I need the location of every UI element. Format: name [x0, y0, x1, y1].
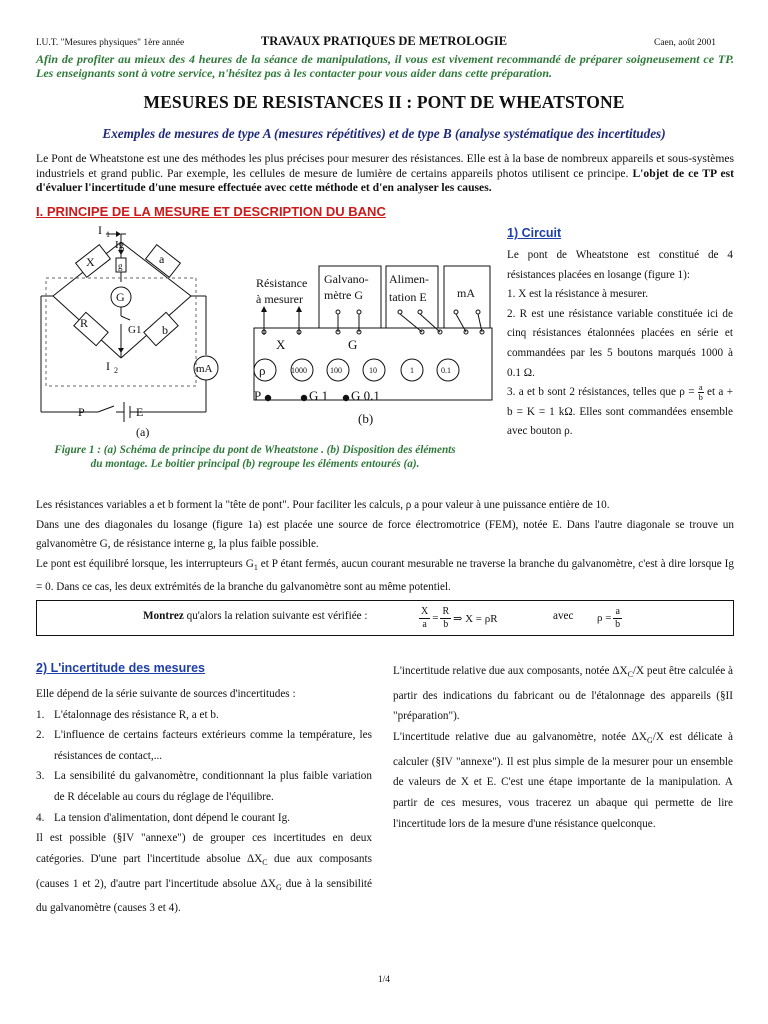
label-Ig: Ig — [115, 239, 125, 251]
list-item — [36, 725, 372, 766]
frac-rho — [613, 606, 621, 631]
intro-paragraph-objective: L'objet de ce TP est d'évaluer l'incertitude d'une mesure effectuée avec cette méthode et d'en analyser les causes. — [36, 166, 734, 194]
frac-a: a — [422, 618, 427, 630]
frac-r-b — [440, 606, 451, 631]
uncertainty-relative — [393, 661, 733, 834]
equals-sign: = — [432, 612, 439, 624]
paragraph-equilibre-a: Le pont est équilibré lorsque, les interrupteurs G — [36, 557, 254, 570]
label-alimen: Alimen- — [389, 272, 429, 286]
circuit-item-1: 1. X est la résistance à mesurer. — [507, 288, 649, 301]
list-item-text: L'influence de certains facteurs extérieurs comme la température, les résistances de contact,... — [54, 729, 372, 762]
rho-frac-num: a — [698, 382, 703, 393]
intro-paragraph — [36, 152, 734, 196]
section-1-heading: I. PRINCIPE DE LA MESURE ET DESCRIPTION DU BANC — [36, 204, 386, 219]
label-a: a — [159, 252, 165, 266]
circuit-item-2: 2. R est une résistance variable constituée ici de cinq résistances étalonnées placées en série et commandées par les 5 boutons marqués 1000 à 0.1 Ω. — [507, 307, 733, 379]
list-item-text: La tension d'alimentation, dont dépend le courant Ig. — [54, 811, 290, 824]
rho-eq: ρ = — [597, 612, 612, 624]
rel-comp-b: /X peut être calculée à partir des indications du fabricant ou de l'étalonnage des appareils (§II "préparation"). — [393, 665, 733, 723]
knob-rho: ρ — [259, 363, 266, 378]
page-title: MESURES DE RESISTANCES II : PONT DE WHEATSTONE — [143, 92, 625, 112]
page-number: 1/4 — [377, 975, 391, 985]
list-item — [36, 705, 372, 726]
diagram-b — [254, 266, 492, 426]
relation-rho — [597, 603, 624, 633]
cat-sub-c: C — [262, 857, 268, 867]
frac-rho-den: b — [615, 618, 621, 630]
relation-box — [36, 600, 734, 636]
label-I1: I — [98, 223, 102, 237]
relation-equation — [417, 603, 498, 633]
label-a-caption: (a) — [136, 425, 150, 439]
label-G1: G1 — [128, 324, 142, 336]
label-G1-b: G 1 — [309, 388, 329, 403]
label-mA-a: mA — [196, 363, 213, 375]
cat-b: due aux composants (causes 1 et 2), d'autre part l'incertitude absolue ΔX — [36, 852, 372, 890]
circuit-description — [507, 246, 733, 442]
paragraph-diagonales: Dans une des diagonales du losange (figure 1a) est placée une source de force électromotrice (FEM), notée E. Dans l'autre diagonale se trouve un galvanomètre G, de résistance interne g, la plus faible possible. — [36, 518, 734, 551]
relative-galvanometer — [393, 727, 733, 834]
relation-avec: avec — [553, 610, 574, 622]
label-b: b — [162, 323, 168, 337]
relation-text: qu'alors la relation suivante est vérifiée : — [183, 610, 368, 622]
circuit-item-3-a: 3. a et b sont 2 résistances, telles que ρ = — [507, 386, 695, 399]
circuit-item-3-b: et a + b = K = 1 kΩ. Elles sont commandées ensemble avec bouton ρ. — [507, 386, 734, 438]
paragraph-equilibre — [36, 555, 734, 597]
list-item-text: La sensibilité du galvanomètre, conditionnant la plus faible variation de R décelable au cours du réglage de l'équilibre. — [54, 770, 372, 803]
rel-galva-b: /X est délicate à calculer (§IV "annexe"). Il est plus simple de la mesurer pour un ensemble de valeurs de X et E. C'est une étape importante de la manipulation. A partir de ces mesures, vous tracerez un abaque qui permette de lire l'incertitude lors de la mesure d'une résistance quelconque. — [393, 731, 733, 830]
section-2-heading: 2) L'incertitude des mesures — [36, 661, 206, 675]
label-a-mesurer: à mesurer — [256, 292, 303, 306]
label-X: X — [86, 255, 95, 269]
figure-1 — [36, 220, 496, 445]
list-item — [36, 808, 372, 829]
cat-c: due à la sensibilité du galvanomètre (causes 3 et 4). — [36, 877, 373, 915]
label-b-caption: (b) — [358, 411, 374, 426]
label-G: G — [116, 290, 125, 304]
knob-0-1: 0.1 — [441, 366, 451, 375]
frac-r: R — [442, 605, 450, 617]
circuit-item-3 — [507, 383, 733, 442]
knob-1000: 1000 — [291, 366, 307, 375]
label-G01-b: G 0.1 — [351, 388, 380, 403]
label-R: R — [80, 316, 89, 330]
label-g: g — [118, 261, 123, 271]
uncertainty-sources — [36, 684, 372, 919]
intro-note: Afin de profiter au mieux des 4 heures de la séance de manipulations, il vous est vivement recommandé de préparer soigneusement ce TP. Les enseignants sont à votre service, n'hésitez pas à les contacter pour vous aider dans cette préparation. — [36, 52, 734, 80]
label-I2: I — [106, 359, 110, 373]
rel-comp-a: L'incertitude relative due aux composants, notée ΔX — [393, 665, 628, 677]
label-E: E — [136, 405, 144, 419]
circuit-heading: 1) Circuit — [507, 226, 562, 240]
header-course: I.U.T. "Mesures physiques" 1ère année — [36, 38, 185, 48]
rel-galva-sub: G — [646, 736, 653, 746]
frac-x-a — [419, 606, 430, 631]
label-G-b: G — [348, 337, 358, 352]
uncertainty-intro: Elle dépend de la série suivante de sources d'incertitudes : — [36, 688, 296, 700]
frac-b: b — [443, 618, 449, 630]
paragraph-equilibre-b: et P étant fermés, aucun courant mesurable ne traverse la branche du galvanomètre, c'est à dire lorsque Ig = 0. Dans ce cas, les deux extrémités de la branche du galvanomètre sont au même potentiel. — [36, 557, 735, 593]
list-item-num: 2. — [36, 729, 45, 742]
cat-a: Il est possible (§IV "annexe") de grouper ces incertitudes en deux catégories. D'une part l'incertitude absolue ΔX — [36, 832, 372, 865]
knob-1: 1 — [410, 366, 414, 375]
label-P-b: P — [254, 388, 262, 403]
implies-text: ⇒ X = ρR — [453, 612, 498, 625]
list-item-num: 4. — [36, 811, 45, 824]
rel-galva-a: L'incertitude relative due au galvanomètre, notée ΔX — [393, 731, 647, 744]
figure-caption: Figure 1 : (a) Schéma de principe du pont de Wheatstone . (b) Disposition des éléments du montage. Le boitier principal (b) regroupe les éléments entourés (a). — [54, 444, 456, 470]
label-X-b: X — [276, 337, 286, 352]
circuit-intro: Le pont de Wheatstone est constitué de 4 résistances placées en losange (figure 1): — [507, 249, 733, 281]
header-date: Caen, août 2001 — [653, 38, 716, 48]
list-item — [36, 766, 372, 807]
label-metre-g: mètre G — [324, 288, 363, 302]
frac-rho-num: a — [615, 605, 620, 617]
paragraph-equilibre-sub: 1 — [253, 563, 258, 573]
frac-x: X — [421, 605, 429, 617]
label-resistance: Résistance — [256, 276, 308, 290]
rho-fraction — [698, 383, 704, 402]
knob-10: 10 — [369, 366, 377, 375]
label-P: P — [78, 405, 85, 419]
uncertainty-categories — [36, 828, 372, 919]
rho-frac-den: b — [698, 392, 703, 403]
list-item-num: 1. — [36, 708, 45, 721]
label-I2-sub: 2 — [114, 366, 118, 375]
relation-bold: Montrez — [143, 610, 184, 622]
body-paragraphs — [36, 496, 734, 597]
page-subtitle: Exemples de mesures de type A (mesures répétitives) et de type B (analyse systématique des incertitudes) — [102, 126, 666, 141]
cat-sub-g: G — [275, 882, 282, 892]
label-I1-sub: 1 — [106, 230, 110, 239]
list-item-text: L'étalonnage des résistance R, a et b. — [54, 708, 219, 721]
header-title: TRAVAUX PRATIQUES DE METROLOGIE — [260, 34, 508, 48]
paragraph-tete-de-pont: Les résistances variables a et b forment la "tête de pont". Pour faciliter les calculs, ρ a pour valeur à une puissance entière de 10. — [36, 499, 610, 511]
diagram-a — [41, 223, 218, 439]
label-tation-e: tation E — [389, 290, 427, 304]
label-galvano: Galvano- — [324, 272, 369, 286]
intro-paragraph-text: Le Pont de Wheatstone est une des méthodes les plus précises pour mesurer des résistances. Elle est à la base de nombreux appareils et sous-systèmes industriels et grand public. Par exemple, les cellules de mesure de lumière de certains appareils photos utilisent ce principe. — [36, 152, 734, 180]
relation-label — [143, 610, 368, 622]
relative-components — [393, 661, 733, 727]
knob-100: 100 — [330, 366, 342, 375]
rel-comp-sub: C — [627, 670, 633, 680]
list-item-num: 3. — [36, 770, 45, 783]
label-mA-b: mA — [457, 286, 475, 300]
